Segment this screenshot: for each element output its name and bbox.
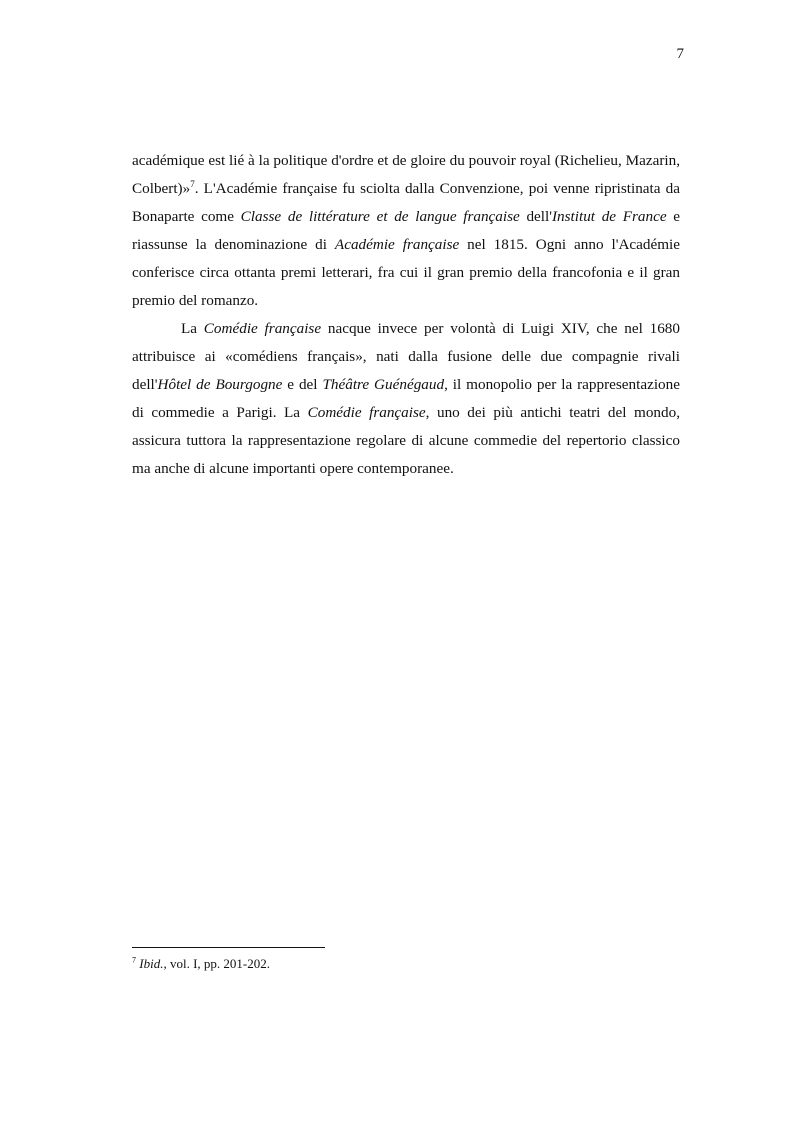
paragraph-2-text-4: , il monopolio per la rappresentazione di commedie a Parigi. La xyxy=(132,376,680,421)
italic-comedie-francaise: Comédie française xyxy=(203,320,322,337)
italic-institut-de-france: Institut de France xyxy=(551,208,667,225)
paragraph-1-text-2: . L'Académie française fu sciolta dalla Convenzione, poi venne ripristinata da Bonaparte come xyxy=(132,180,680,225)
footnote-details: , vol. I, pp. 201-202. xyxy=(163,956,270,971)
footnote xyxy=(132,955,680,973)
paragraph-1-text-1: académique est lié à la politique d'ordre et de gloire du pouvoir royal (Richelieu, Mazarin, Colbert)» xyxy=(132,152,680,197)
paragraph-1-text-3: dell' xyxy=(519,208,552,225)
italic-comedie-francaise-2: Comédie française xyxy=(307,404,426,421)
footnote-number: 7 xyxy=(132,955,136,965)
paragraph-2-text-3: e del xyxy=(282,376,323,393)
paragraph-comedie xyxy=(132,315,680,483)
paragraph-2-text-5: , uno dei più antichi teatri del mondo, assicura tuttora la rappresentazione regolare di alcune commedie del repertorio classico ma anche di alcune importanti opere contemporanee. xyxy=(132,404,680,477)
footnote-separator xyxy=(132,947,325,948)
paragraph-1-text-4: e riassunse la denominazione di xyxy=(132,208,680,253)
page-number: 7 xyxy=(676,46,684,62)
body-text xyxy=(132,147,680,483)
paragraph-academie xyxy=(132,147,680,315)
italic-classe-de-litterature: Classe de littérature et de langue française xyxy=(240,208,520,225)
italic-academie-francaise: Académie française xyxy=(334,236,460,253)
paragraph-1-text-5: nel 1815. Ogni anno l'Académie conferisce circa ottanta premi letterari, fra cui il gran premio della francofonia e il gran premio del romanzo. xyxy=(132,236,680,309)
footnote-source: Ibid. xyxy=(139,956,164,971)
footnote-reference[interactable]: 7 xyxy=(190,178,195,189)
paragraph-2-text-1: La xyxy=(181,320,204,337)
italic-theatre-guenegaud: Théâtre Guénégaud xyxy=(322,376,445,393)
paragraph-2-text-2: nacque invece per volontà di Luigi XIV, che nel 1680 attribuisce ai «comédiens français», nati dalla fusione delle due compagnie rivali dell' xyxy=(132,320,680,393)
italic-hotel-de-bourgogne: Hôtel de Bourgogne xyxy=(157,376,283,393)
